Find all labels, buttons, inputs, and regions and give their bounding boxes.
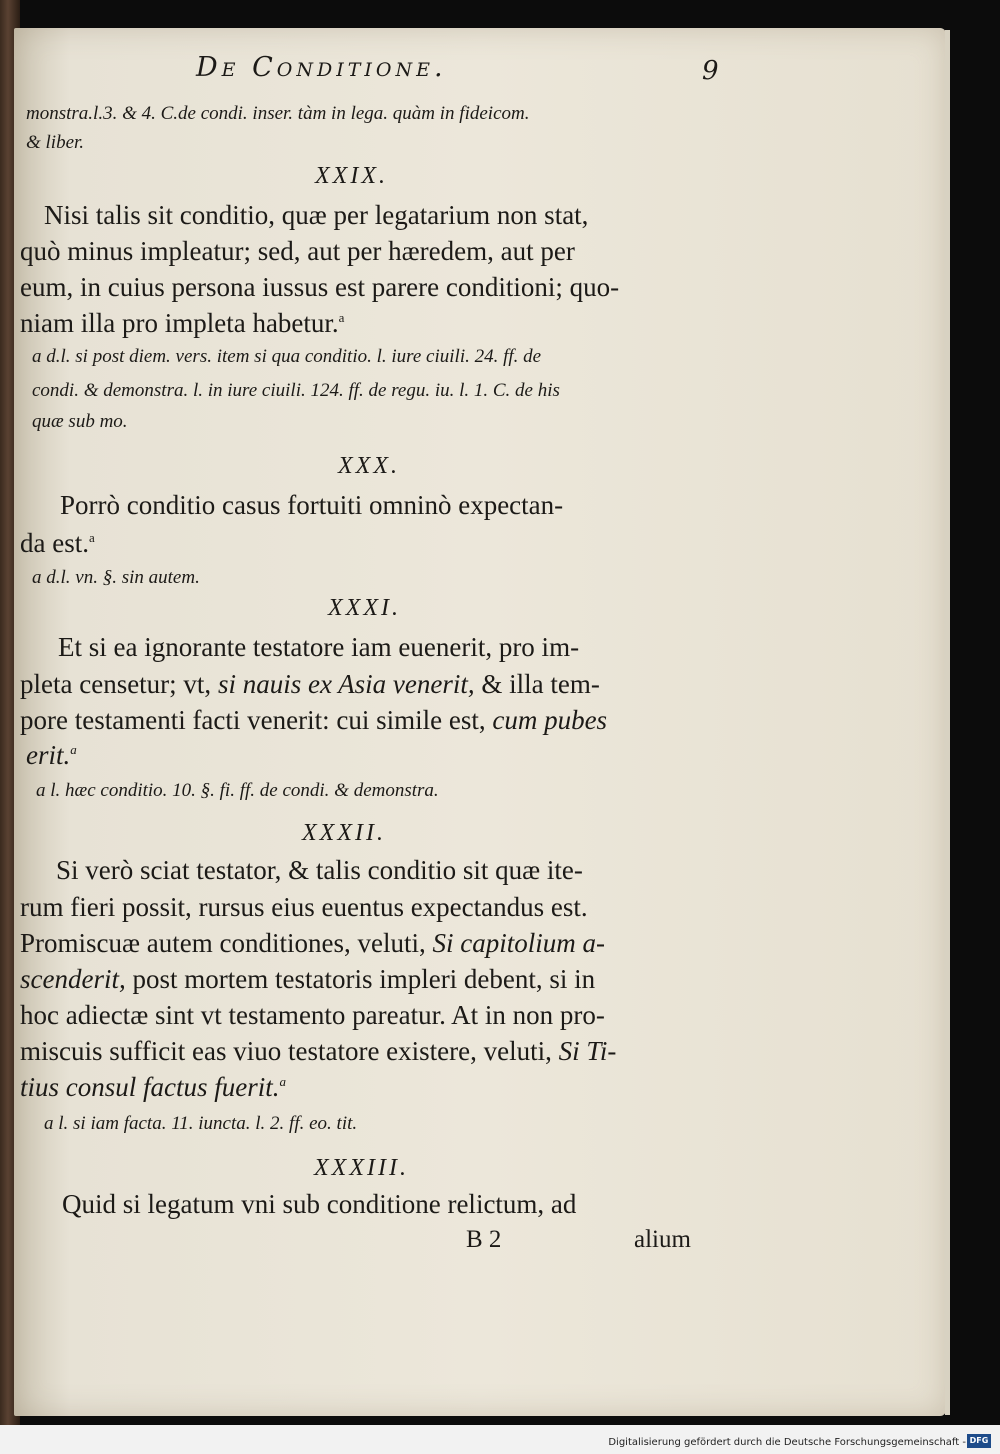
page-number: 9	[702, 56, 719, 86]
body-line: miscuis sufficit eas viuo testatore existere, veluti, Si Ti-	[20, 1036, 617, 1066]
body-line: da est.$^a$	[20, 528, 95, 558]
body-line: Porrò conditio casus fortuiti omninò expectan-	[60, 490, 564, 520]
footnote-line: a d.l. vn. §. sin autem.	[32, 567, 200, 588]
footnote-line: quæ sub mo.	[32, 411, 128, 432]
section-heading: XXXIII.	[314, 1155, 409, 1181]
dfg-logo: DFG	[967, 1434, 991, 1448]
body-line: niam illa pro impleta habetur.$^a$	[20, 308, 345, 338]
funding-credit: Digitalisierung gefördert durch die Deutsche Forschungsgemeinschaft -	[608, 1437, 966, 1448]
footnote-line: a l. si iam facta. 11. iuncta. l. 2. ff. eo. tit.	[44, 1113, 358, 1134]
running-header: De Conditione.	[196, 52, 447, 83]
signature-mark: B 2	[466, 1226, 502, 1253]
body-line: scenderit, post mortem testatoris impleri debent, si in	[20, 964, 596, 994]
footnote-marker: a	[70, 742, 77, 757]
section-heading: XXIX.	[315, 163, 388, 189]
footnote-line: a l. hæc conditio. 10. §. fi. ff. de condi. & demonstra.	[36, 780, 439, 801]
body-line: Quid si legatum vni sub conditione relictum, ad	[62, 1189, 577, 1219]
body-line: tius consul factus fuerit.$^a$	[20, 1072, 286, 1102]
body-line: pore testamenti facti venerit: cui simile est, cum pubes	[20, 705, 608, 735]
section-heading: XXXII.	[302, 820, 386, 846]
footnote-line: condi. & demonstra. l. in iure ciuili. 124. ff. de regu. iu. l. 1. C. de his	[32, 380, 560, 401]
footnote-continuation: monstra.l.3. & 4. C.de condi. inser. tàm in lega. quàm in fideicom.	[26, 103, 530, 124]
body-line: Nisi talis sit conditio, quæ per legatarium non stat,	[44, 200, 589, 230]
footnote-continuation: & liber.	[26, 132, 85, 153]
body-line: Et si ea ignorante testatore iam euenerit, pro im-	[58, 632, 580, 662]
body-line: Promiscuæ autem conditiones, veluti, Si capitolium a-	[20, 928, 605, 958]
catchword: alium	[634, 1226, 691, 1253]
section-heading: XXXI.	[328, 595, 401, 621]
section-heading: XXX.	[338, 453, 400, 479]
body-line: hoc adiectæ sint vt testamento pareatur. At in non pro-	[20, 1000, 605, 1030]
body-line: Si verò sciat testator, & talis conditio sit quæ ite-	[56, 855, 583, 885]
footnote-marker: a	[338, 310, 345, 325]
body-line: eum, in cuius persona iussus est parere conditioni; quo-	[20, 272, 620, 302]
footnote-marker: a	[279, 1074, 286, 1089]
body-line: quò minus impleatur; sed, aut per hæredem, aut per	[20, 236, 575, 266]
page-edge	[945, 30, 950, 1415]
footnote-line: a d.l. si post diem. vers. item si qua conditio. l. iure ciuili. 24. ff. de	[32, 346, 542, 367]
body-line: pleta censetur; vt, si nauis ex Asia venerit, & illa tem-	[20, 669, 600, 699]
body-line: rum fieri possit, rursus eius euentus expectandus est.	[20, 892, 588, 922]
footnote-marker: a	[88, 530, 95, 545]
body-line: erit.$^a$	[26, 740, 77, 770]
